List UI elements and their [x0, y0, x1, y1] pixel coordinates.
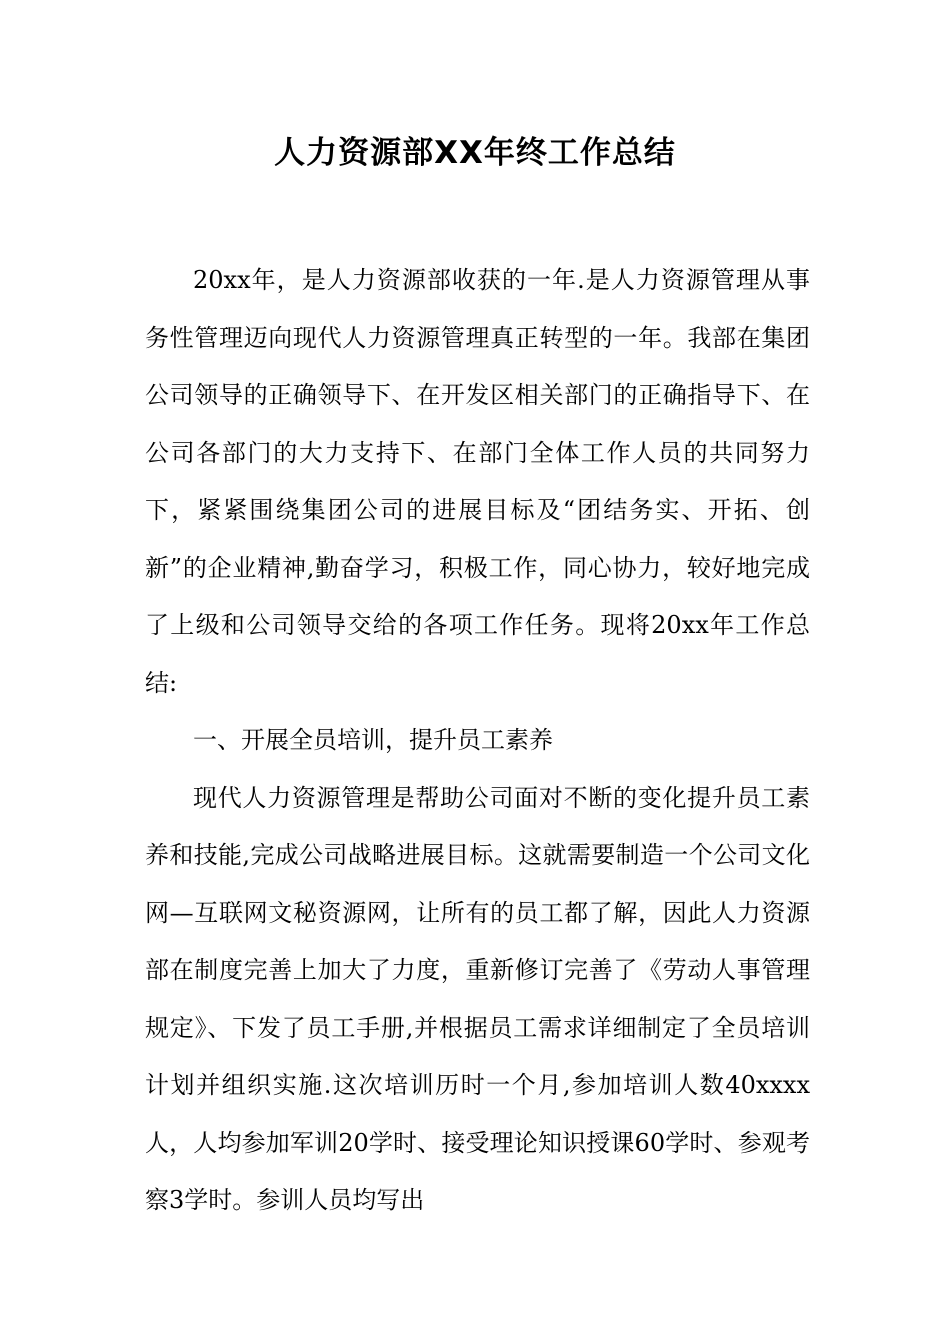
document-body	[145, 252, 810, 1230]
paragraph-intro: 20xx年，是人力资源部收获的一年.是人力资源管理从事务性管理迈向现代人力资源管理真正转型的一年。我部在集团公司领导的正确领导下、在开发区相关部门的正确指导下、在公司各部门的大力支持下、在部门全体工作人员的共同努力下，紧紧围绕集团公司的进展目标及“团结务实、开拓、创新”的企业精神,勤奋学习，积极工作，同心协力，较好地完成了上级和公司领导交给的各项工作任务。现将20xx年工作总结:	[145, 266, 810, 697]
paragraph-training: 现代人力资源管理是帮助公司面对不断的变化提升员工素养和技能,完成公司战略进展目标。这就需要制造一个公司文化网—互联网文秘资源网，让所有的员工都了解，因此人力资源部在制度完善上加大了力度，重新修订完善了《劳动人事管理规定》、下发了员工手册,并根据员工需求详细制定了全员培训计划并组织实施.这次培训历时一个月,参加培训人数40xxxx人，人均参加军训20学时、接受理论知识授课60学时、参观考察3学时。参训人员均写出	[145, 783, 810, 1214]
section-heading-1: 一、开展全员培训，提升员工素养	[193, 726, 553, 754]
document-title: 人力资源部XX年终工作总结	[274, 135, 676, 171]
